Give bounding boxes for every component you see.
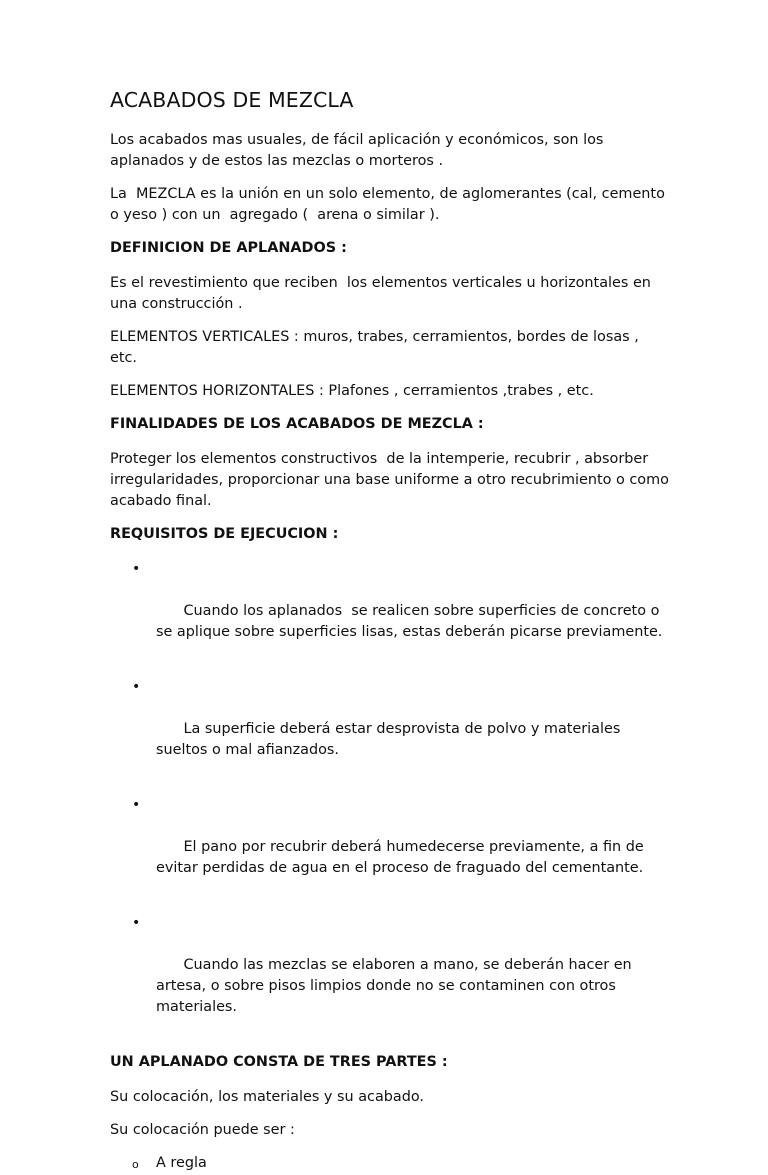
list-item bbox=[110, 677, 670, 782]
list-item-text: El pano por recubrir deberá humedecerse previamente, a fin de evitar perdidas de agua en el proceso de fraguado del cementante. bbox=[156, 838, 649, 876]
document-page bbox=[110, 88, 674, 1174]
circle-bullet-icon: o bbox=[132, 1157, 139, 1171]
list-item-text: Cuando los aplanados se realicen sobre superficies de concreto o se aplique sobre superficies lisas, estas deberán picarse previamente. bbox=[156, 602, 664, 640]
bullet-icon: • bbox=[132, 914, 141, 931]
intro-paragraph-2: La MEZCLA es la unión en un solo elemento, de aglomerantes (cal, cemento o yeso ) con un agregado ( arena o similar ). bbox=[110, 185, 670, 223]
bullet-icon: • bbox=[132, 796, 141, 813]
definicion-paragraph: Es el revestimiento que reciben los elementos verticales u horizontales en una construcción . bbox=[110, 274, 656, 312]
heading-finalidades: FINALIDADES DE LOS ACABADOS DE MEZCLA : bbox=[110, 415, 484, 432]
colocacion-paragraph: Su colocación puede ser : bbox=[110, 1121, 295, 1138]
list-item bbox=[110, 559, 670, 664]
list-item bbox=[110, 1153, 670, 1174]
partes-paragraph: Su colocación, los materiales y su acabado. bbox=[110, 1088, 424, 1105]
list-item-text: Cuando las mezclas se elaboren a mano, se deberán hacer en artesa, o sobre pisos limpios donde no se contaminen con otros materiales. bbox=[156, 956, 637, 1015]
heading-partes: UN APLANADO CONSTA DE TRES PARTES : bbox=[110, 1053, 448, 1070]
elementos-horizontales-paragraph: ELEMENTOS HORIZONTALES : Plafones , cerramientos ,trabes , etc. bbox=[110, 382, 594, 399]
list-item bbox=[110, 913, 670, 1039]
colocacion-list bbox=[110, 1153, 670, 1174]
document-title: ACABADOS DE MEZCLA bbox=[110, 88, 354, 112]
list-item bbox=[110, 795, 670, 900]
heading-definicion: DEFINICION DE APLANADOS : bbox=[110, 239, 347, 256]
list-item-text: A regla bbox=[156, 1154, 207, 1171]
intro-paragraph-1: Los acabados mas usuales, de fácil aplicación y económicos, son los aplanados y de estos las mezclas o morteros . bbox=[110, 131, 608, 169]
bullet-icon: • bbox=[132, 560, 141, 577]
list-item-text: La superficie deberá estar desprovista de polvo y materiales sueltos o mal afianzados. bbox=[156, 720, 625, 758]
finalidades-paragraph: Proteger los elementos constructivos de la intemperie, recubrir , absorber irregularidades, proporcionar una base uniforme a otro recubrimiento o como acabado final. bbox=[110, 450, 674, 509]
heading-requisitos: REQUISITOS DE EJECUCION : bbox=[110, 525, 339, 542]
elementos-verticales-paragraph: ELEMENTOS VERTICALES : muros, trabes, cerramientos, bordes de losas , etc. bbox=[110, 328, 644, 366]
requisitos-list bbox=[110, 559, 670, 1039]
bullet-icon: • bbox=[132, 678, 141, 695]
